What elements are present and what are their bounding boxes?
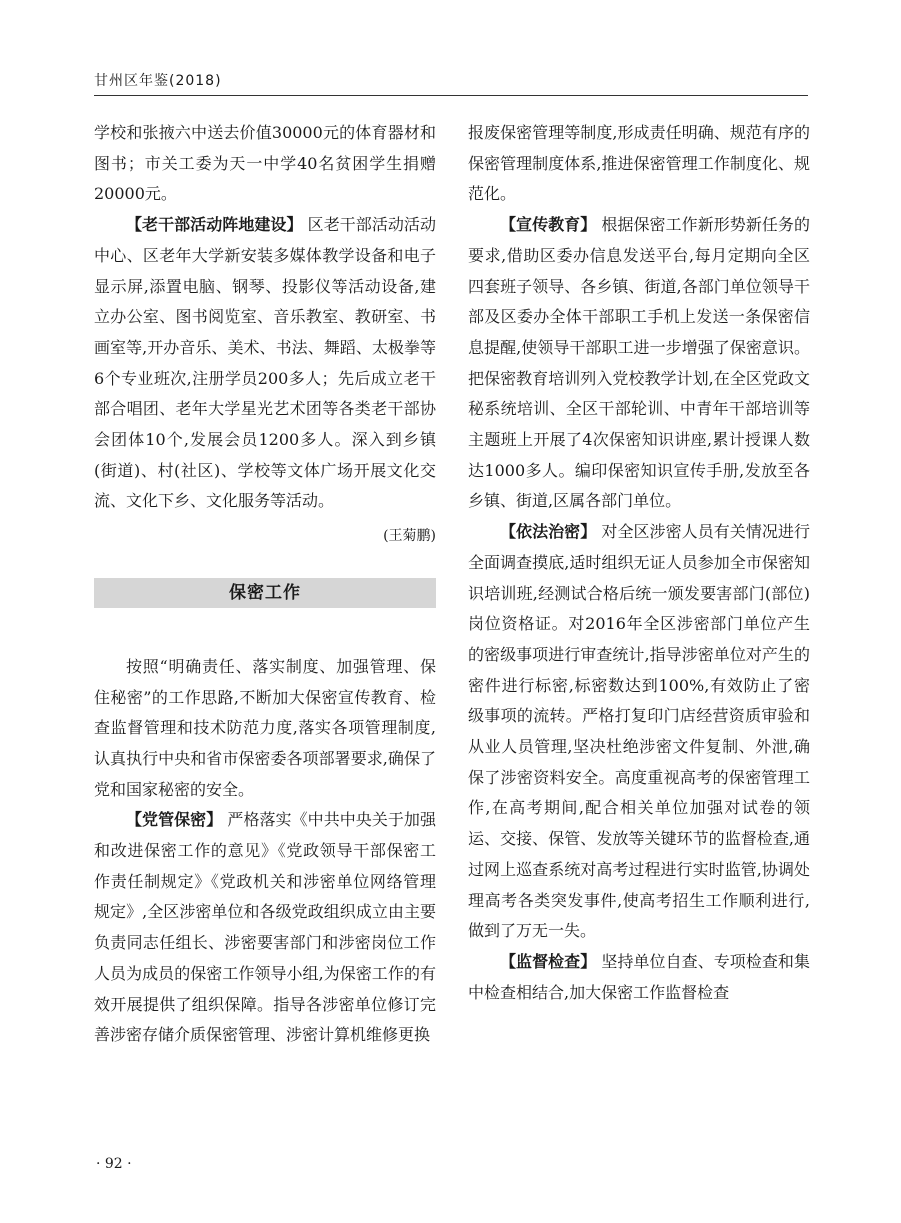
paragraph-lawful-secrecy [468,517,810,947]
keyword-veteran-cadre: 【老干部活动阵地建设】 [126,215,303,235]
paragraph-veteran-cadre-facilities [94,210,436,517]
left-column [94,118,436,1051]
keyword-lawful-secrecy: 【依法治密】 [500,522,597,542]
running-header: 甘州区年鉴(2018) [94,73,222,89]
keyword-publicity-education: 【宣传教育】 [500,215,597,235]
keyword-party-management: 【党管保密】 [126,810,223,830]
paragraph-text: 对全区涉密人员有关情况进行全面调查摸底,适时组织无证人员参加全市保密知识培训班,经测试合格后统一颁发要害部门(部位)岗位资格证。对2016年全区涉密部门单位产生的密级事项进行审查统计,指导涉密单位对产生的密件进行标密,标密数达到100%,有效防止了密级事项的流转。严格打复印门店经营资质审验和从业人员管理,坚决杜绝涉密文件复制、外泄,确保了涉密资料安全。高度重视高考的保密管理工作,在高考期间,配合相关单位加强对试卷的领运、交接、保管、发放等关键环节的监督检查,通过网上巡查系统对高考过程进行实时监管,协调处理高考各类突发事件,使高考招生工作顺利进行,做到了万无一失。 [468,522,810,941]
page-number: · 92 · [96,1156,132,1172]
keyword-supervision: 【监督检查】 [500,951,597,971]
paragraph-text: 区老干部活动活动中心、区老年大学新安装多媒体教学设备和电子显示屏,添置电脑、钢琴、投影仪等活动设备,建立办公室、图书阅览室、音乐教室、教研室、书画室等,开办音乐、美术、书法、舞蹈、太极拳等6个专业班次,注册学员200多人；先后成立老干部合唱团、老年大学星光艺术团等各类老干部协会团体10个,发展会员1200多人。深入到乡镇(街道)、村(社区)、学校等文体广场开展文化交流、文化下乡、文化服务等活动。 [94,215,436,511]
author-credit: (王菊鹏) [383,528,436,545]
paragraph-text: 坚持单位自查、专项检查和集中检查相结合,加大保密工作监督检查 [468,951,810,1002]
header-rule [94,95,808,96]
paragraph-supervision [468,947,810,1008]
paragraph-publicity-education [468,210,810,517]
right-column [468,118,810,1008]
paragraph-text: 严格落实《中共中央关于加强和改进保密工作的意见》《党政领导干部保密工作责任制规定》《党政机关和涉密单位网络管理规定》,全区涉密单位和各级党政组织成立由主要负责同志任组长、涉密要害部门和涉密岗位工作人员为成员的保密工作领导小组,为保密工作的有效开展提供了组织保障。指导各涉密单位修订完善涉密存储介质保密管理、涉密计算机维修更换 [94,810,436,1045]
paragraph-section-intro: 按照“明确责任、落实制度、加强管理、保住秘密”的工作思路,不断加大保密宣传教育、检查监督管理和技术防范力度,落实各项管理制度,认真执行中央和省市保密委各项部署要求,确保了党和国家秘密的安全。 [94,656,436,799]
paragraph-continued: 报废保密管理等制度,形成责任明确、规范有序的保密管理制度体系,推进保密管理工作制度化、规范化。 [468,123,810,204]
section-title: 保密工作 [94,578,436,608]
paragraph-text: 根据保密工作新形势新任务的要求,借助区委办信息发送平台,每月定期向全区四套班子领导、各乡镇、街道,各部门单位领导干部及区委办全体干部职工手机上发送一条保密信息提醒,使领导干部职工进一步增强了保密意识。把保密教育培训列入党校教学计划,在全区党政文秘系统培训、全区干部轮训、中青年干部培训等主题班上开展了4次保密知识讲座,累计授课人数达1000多人。编印保密知识宣传手册,发放至各乡镇、街道,区属各部门单位。 [468,215,810,511]
paragraph-party-management [94,805,436,1051]
paragraph-sports-donation: 学校和张掖六中送去价值30000元的体育器材和图书；市关工委为天一中学40名贫困学生捐赠20000元。 [94,123,436,204]
